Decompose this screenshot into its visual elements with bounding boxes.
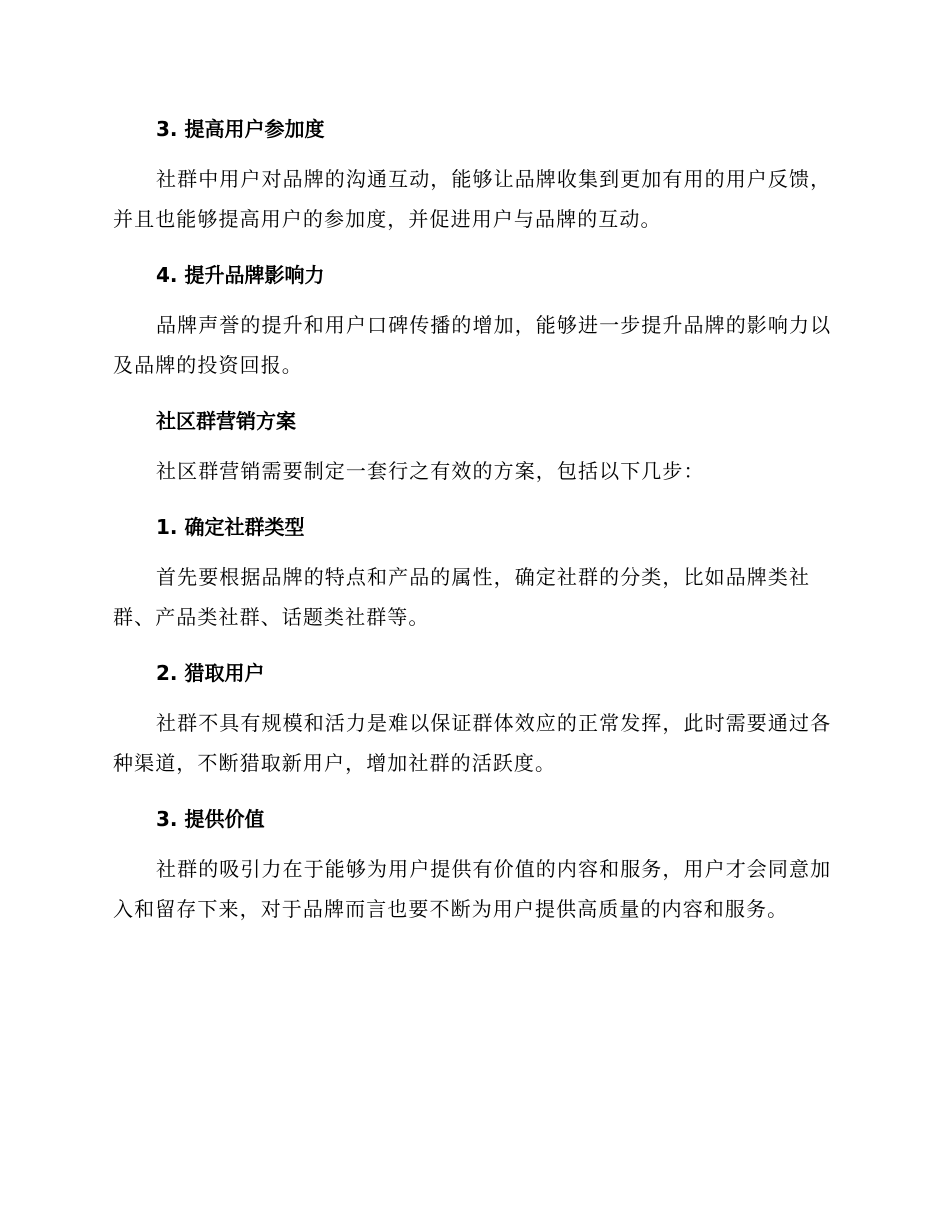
section-heading: 社区群营销方案 [156,409,296,433]
section-heading: 4. 提升品牌影响力 [156,263,325,287]
section-heading: 2. 猎取用户 [156,661,265,685]
body-paragraph: 首先要根据品牌的特点和产品的属性，确定社群的分类，比如品牌类社群、产品类社群、话题类社群等。 [113,565,811,629]
body-paragraph: 社群中用户对品牌的沟通互动，能够让品牌收集到更加有用的用户反馈，并且也能够提高用户的参加度，并促进用户与品牌的互动。 [113,167,832,231]
section-heading: 3. 提供价值 [156,807,265,831]
section-heading: 1. 确定社群类型 [156,515,305,539]
body-paragraph: 品牌声誉的提升和用户口碑传播的增加，能够进一步提升品牌的影响力以及品牌的投资回报。 [113,313,832,377]
body-paragraph: 社群不具有规模和活力是难以保证群体效应的正常发挥，此时需要通过各种渠道，不断猎取新用户，增加社群的活跃度。 [113,711,832,775]
body-paragraph: 社区群营销需要制定一套行之有效的方案，包括以下几步： [156,459,705,483]
body-paragraph: 社群的吸引力在于能够为用户提供有价值的内容和服务，用户才会同意加入和留存下来，对于品牌而言也要不断为用户提供高质量的内容和服务。 [113,857,832,921]
document-body [113,112,833,929]
section-heading: 3. 提高用户参加度 [156,117,325,141]
